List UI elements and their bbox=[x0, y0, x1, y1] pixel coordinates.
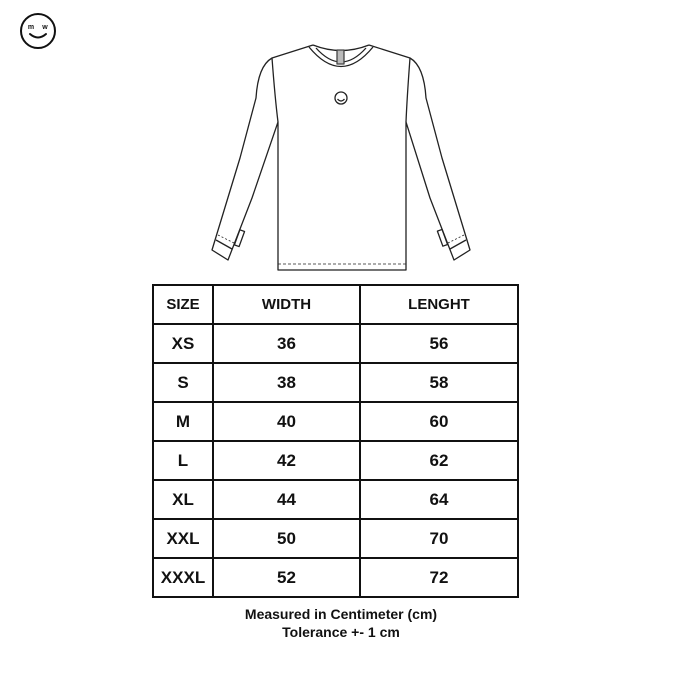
cell-length: 62 bbox=[360, 441, 518, 480]
logo-letter-w: w bbox=[42, 24, 48, 31]
cell-size: XL bbox=[153, 480, 213, 519]
cell-size: L bbox=[153, 441, 213, 480]
table-row bbox=[153, 363, 518, 402]
measurement-unit-note: Measured in Centimeter (cm) bbox=[244, 606, 438, 622]
cell-length: 60 bbox=[360, 402, 518, 441]
header-size: SIZE bbox=[153, 285, 213, 324]
cell-size: XXXL bbox=[153, 558, 213, 597]
cell-width: 36 bbox=[213, 324, 360, 363]
table-row bbox=[153, 480, 518, 519]
cell-length: 58 bbox=[360, 363, 518, 402]
tolerance-note: Tolerance +- 1 cm bbox=[282, 624, 400, 640]
cell-length: 70 bbox=[360, 519, 518, 558]
table-row bbox=[153, 519, 518, 558]
cell-length: 72 bbox=[360, 558, 518, 597]
cell-width: 44 bbox=[213, 480, 360, 519]
cell-size: XXL bbox=[153, 519, 213, 558]
cell-length: 64 bbox=[360, 480, 518, 519]
table-row bbox=[153, 558, 518, 597]
longsleeve-shirt-illustration bbox=[200, 38, 482, 278]
logo-letter-m: m bbox=[27, 24, 35, 31]
cell-size: XS bbox=[153, 324, 213, 363]
cell-width: 42 bbox=[213, 441, 360, 480]
size-chart-table bbox=[152, 284, 519, 598]
header-width: WIDTH bbox=[213, 285, 360, 324]
table-row bbox=[153, 441, 518, 480]
cell-width: 38 bbox=[213, 363, 360, 402]
cell-size: M bbox=[153, 402, 213, 441]
table-row bbox=[153, 324, 518, 363]
table-row bbox=[153, 402, 518, 441]
table-header-row bbox=[153, 285, 518, 324]
header-length: LENGHT bbox=[360, 285, 518, 324]
cell-width: 52 bbox=[213, 558, 360, 597]
cell-width: 50 bbox=[213, 519, 360, 558]
cell-size: S bbox=[153, 363, 213, 402]
cell-length: 56 bbox=[360, 324, 518, 363]
cell-width: 40 bbox=[213, 402, 360, 441]
brand-logo bbox=[19, 12, 57, 50]
